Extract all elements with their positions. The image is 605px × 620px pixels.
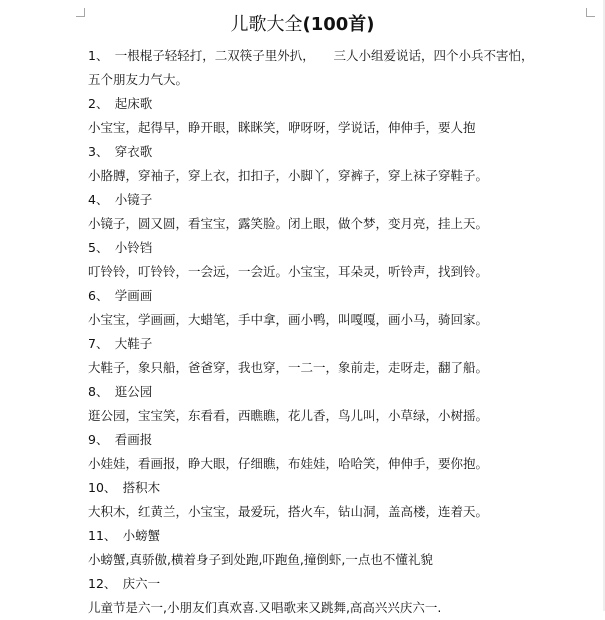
song-line-row bbox=[88, 404, 548, 428]
song-title: 逛公园 bbox=[114, 384, 153, 399]
song-heading bbox=[88, 332, 548, 356]
song-number: 8、 bbox=[88, 384, 103, 399]
song-number: 11、 bbox=[88, 528, 111, 543]
song-title: 小铃铛 bbox=[114, 240, 153, 255]
song-line: 五个朋友力气大。 bbox=[88, 72, 189, 87]
song-title: 小螃蟹 bbox=[122, 528, 161, 543]
song-line: 大鞋子，象只船，爸爸穿，我也穿，一二一，象前走，走呀走，翻了船。 bbox=[88, 360, 489, 375]
song-line: 逛公园，宝宝笑，东看看，西瞧瞧，花儿香，鸟儿叫，小草绿，小树摇。 bbox=[88, 408, 489, 423]
song-line-row bbox=[88, 548, 548, 572]
song-line-row bbox=[88, 356, 548, 380]
song-title: 小镜子 bbox=[114, 192, 153, 207]
song-line-row bbox=[88, 452, 548, 476]
song-number: 12、 bbox=[88, 576, 111, 591]
title-count: (100首) bbox=[302, 14, 375, 35]
song-number: 6、 bbox=[88, 288, 103, 303]
song-line: 小宝宝，学画画，大蜡笔，手中拿，画小鸭，叫嘎嘎，画小马，骑回家。 bbox=[88, 312, 489, 327]
document-title bbox=[0, 12, 605, 38]
song-title: 看画报 bbox=[114, 432, 153, 447]
song-number: 7、 bbox=[88, 336, 103, 351]
song-line: 小镜子，圆又圆，看宝宝，露笑脸。闭上眼，做个梦，变月亮，挂上天。 bbox=[88, 216, 489, 231]
song-line: 小螃蟹,真骄傲,横着身子到处跑,吓跑鱼,撞倒虾,一点也不懂礼貌 bbox=[88, 552, 433, 567]
song-title: 大鞋子 bbox=[114, 336, 153, 351]
song-line: 叮铃铃，叮铃铃，一会远，一会近。小宝宝，耳朵灵，听铃声，找到铃。 bbox=[88, 264, 489, 279]
song-heading bbox=[88, 572, 548, 596]
song-number: 4、 bbox=[88, 192, 103, 207]
song-number: 5、 bbox=[88, 240, 103, 255]
song-number: 10、 bbox=[88, 480, 111, 495]
song-number: 1、 bbox=[88, 48, 103, 63]
song-line-row bbox=[88, 500, 548, 524]
song-line-row bbox=[88, 68, 548, 92]
song-line: 小娃娃，看画报，睁大眼，仔细瞧，布娃娃，哈哈笑，伸伸手，要你抱。 bbox=[88, 456, 489, 471]
song-heading bbox=[88, 284, 548, 308]
song-heading bbox=[88, 140, 548, 164]
song-title: 起床歌 bbox=[114, 96, 153, 111]
song-heading bbox=[88, 380, 548, 404]
song-line-row bbox=[88, 260, 548, 284]
song-line: 儿童节是六一,小朋友们真欢喜.又唱歌来又跳舞,高高兴兴庆六一. bbox=[88, 600, 442, 615]
song-heading bbox=[88, 524, 548, 548]
song-line-row bbox=[88, 212, 548, 236]
song-heading bbox=[88, 92, 548, 116]
song-heading bbox=[88, 476, 548, 500]
song-1 bbox=[88, 44, 548, 68]
song-heading bbox=[88, 188, 548, 212]
song-line: 小胳膊，穿袖子，穿上衣，扣扣子，小脚丫，穿裤子，穿上袜子穿鞋子。 bbox=[88, 168, 489, 183]
song-line-row bbox=[88, 164, 548, 188]
song-title: 庆六一 bbox=[122, 576, 161, 591]
song-title: 学画画 bbox=[114, 288, 153, 303]
song-number: 2、 bbox=[88, 96, 103, 111]
song-line-row bbox=[88, 116, 548, 140]
song-line: 一根棍子轻轻打，二双筷子里外扒， 三人小组爱说话，四个小兵不害怕， bbox=[114, 48, 534, 63]
title-text: 儿歌大全 bbox=[230, 14, 303, 35]
song-line: 大积木，红黄兰，小宝宝，最爱玩，搭火车，钻山洞，盖高楼，连着天。 bbox=[88, 504, 489, 519]
song-title: 搭积木 bbox=[122, 480, 161, 495]
song-line-row bbox=[88, 596, 548, 620]
song-title: 穿衣歌 bbox=[114, 144, 153, 159]
song-heading bbox=[88, 236, 548, 260]
document-body bbox=[88, 44, 548, 620]
song-line-row bbox=[88, 308, 548, 332]
song-number: 9、 bbox=[88, 432, 103, 447]
song-number: 3、 bbox=[88, 144, 103, 159]
song-line: 小宝宝，起得早，睁开眼，眯眯笑，咿呀呀，学说话，伸伸手，要人抱 bbox=[88, 120, 476, 135]
song-heading bbox=[88, 428, 548, 452]
